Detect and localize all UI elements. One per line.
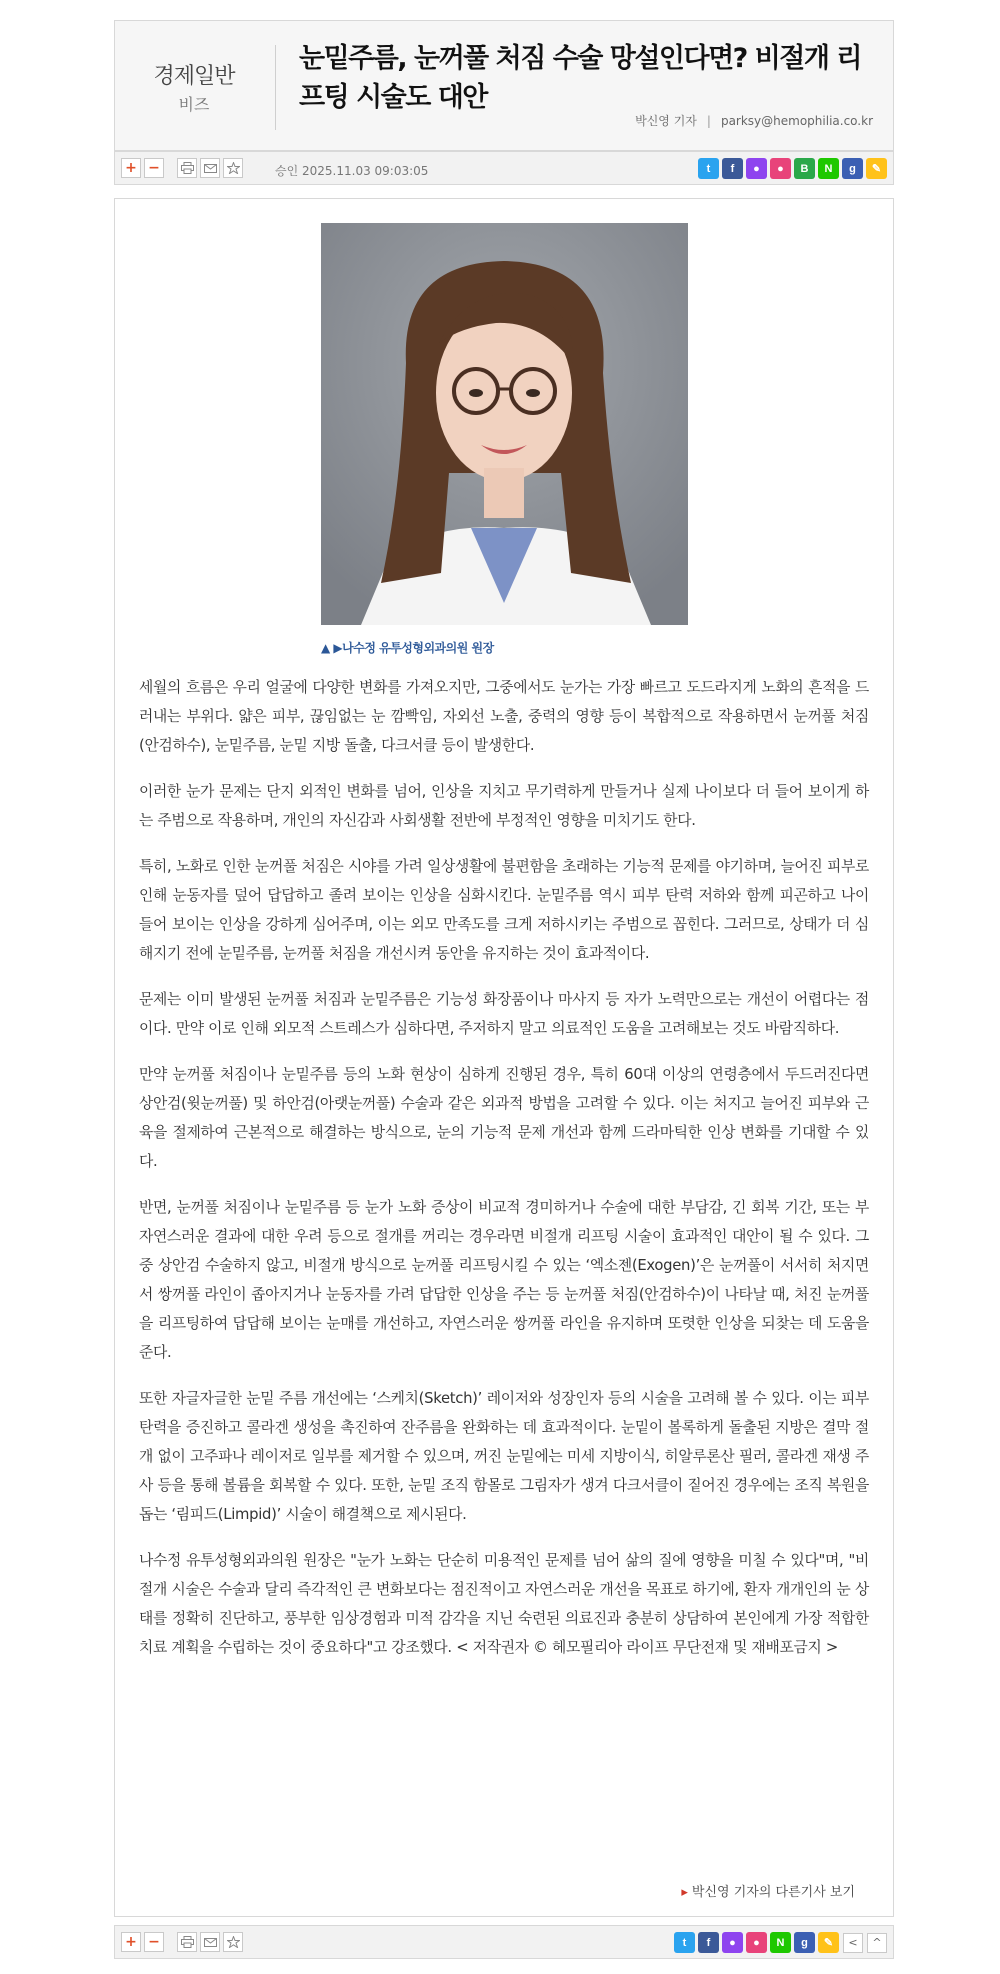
article-toolbar-bottom [114, 1925, 894, 1959]
article-header [114, 20, 894, 151]
header-divider [275, 45, 276, 130]
section-label[interactable] [115, 59, 273, 115]
paragraph: 특히, 노화로 인한 눈꺼풀 처짐은 시야를 가려 일상생활에 불편함을 초래하는 기능적 문제를 야기하며, 늘어진 피부로 인해 눈동자를 덮어 답답하고 졸려 보이는 인상을 심화시킨다. 눈밑주름 역시 피부 탄력 저하와 함께 피곤하고 나이 들어 보이는 인상을 강하게 심어주며, 이는 외모 만족도를 크게 저하시키는 주범으로 꼽힌다. 그러므로, 상태가 더 심해지기 전에 눈밑주름, 눈꺼풀 처짐을 개선시켜 동안을 유지하는 것이 효과적이다. [139, 858, 869, 962]
paragraph: 문제는 이미 발생된 눈꺼풀 처짐과 눈밑주름은 기능성 화장품이나 마사지 등 자가 노력만으로는 개선이 어렵다는 점이다. 만약 이로 인해 외모적 스트레스가 심하다면, 주저하지 말고 의료적인 도움을 고려해보는 것도 바람직하다. [139, 991, 869, 1037]
reporter-email[interactable]: parksy@hemophilia.co.kr [720, 114, 873, 128]
paragraph: 세월의 흐름은 우리 얼굴에 다양한 변화를 가져오지만, 그중에서도 눈가는 가장 빠르고 도드라지게 노화의 흔적을 드러내는 부위다. 얇은 피부, 끊임없는 눈 깜빡임, 자외선 노출, 중력의 영향 등이 복합적으로 작용하면서 눈꺼풀 처짐(안검하수), 눈밑주름, 눈밑 지방 돌출, 다크서클 등이 발생한다. [139, 679, 869, 754]
naver-icon[interactable]: N [770, 1932, 791, 1953]
paragraph: 이러한 눈가 문제는 단지 외적인 변화를 넘어, 인상을 지치고 무기력하게 만들거나 실제 나이보다 더 들어 보이게 하는 주범으로 작용하며, 개인의 자신감과 사회생활 전반에 부정적인 영향을 미치기도 한다. [139, 783, 869, 829]
naver-icon[interactable]: N [818, 158, 839, 179]
daum-icon[interactable]: ● [746, 1932, 767, 1953]
bookmark-icon[interactable]: ✎ [818, 1932, 839, 1953]
reporter-name: 박신영 기자 [635, 114, 697, 128]
kakaostory-icon[interactable]: ● [722, 1932, 743, 1953]
paragraph: 또한 자글자글한 눈밑 주름 개선에는 ‘스케치(Sketch)’ 레이저와 성장인자 등의 시술을 고려해 볼 수 있다. 이는 피부 탄력을 증진하고 콜라겐 생성을 촉진하여 잔주름을 완화하는 데 효과적이다. 눈밑이 볼록하게 돌출된 지방은 결막 절개 없이 고주파나 레이저로 일부를 제거할 수 있으며, 꺼진 눈밑에는 미세 지방이식, 히알루론산 필러, 콜라겐 재생 주사 등을 통해 볼륨을 회복할 수 있다. 또한, 눈밑 조직 함몰로 그림자가 생겨 다크서클이 짙어진 경우에는 조직 복원을 돕는 ‘림피드(Limpid)’ 시술이 해결책으로 제시된다. [139, 1390, 869, 1523]
chevron-up-icon[interactable]: ^ [867, 1933, 887, 1953]
article-text [139, 673, 869, 1679]
paragraph: 반면, 눈꺼풀 처짐이나 눈밑주름 등 눈가 노화 증상이 비교적 경미하거나 수술에 대한 부담감, 긴 회복 기간, 또는 부자연스러운 결과에 대한 우려 등으로 절개를 꺼리는 경우라면 비절개 리프팅 시술이 효과적인 대안이 될 수 있다. 그중 상안검 수술하지 않고, 비절개 방식으로 눈꺼풀 리프팅시킬 수 있는 ‘엑소젠(Exogen)’은 눈꺼풀이 서서히 처지면서 쌍꺼풀 라인이 좁아지거나 눈동자를 가려 답답한 인상을 주는 등 눈꺼풀 처짐(안검하수)이 나타날 때, 처진 눈꺼풀을 리프팅하여 답답해 보이는 눈매를 개선하고, 자연스러운 쌍꺼풀 라인을 유지하며 또렷한 인상을 되찾는 데 도움을 준다. [139, 1199, 869, 1361]
byline: 박신영 기자 | parksy@hemophilia.co.kr [635, 114, 873, 128]
doctor-portrait-photo [321, 223, 688, 625]
email-icon[interactable] [200, 1932, 220, 1952]
approval-value: 2025.11.03 09:03:05 [302, 164, 429, 178]
font-size-up-button[interactable]: + [121, 1932, 141, 1952]
google-icon[interactable]: g [842, 158, 863, 179]
google-icon[interactable]: g [794, 1932, 815, 1953]
article-body-box [114, 198, 894, 1917]
print-icon[interactable] [177, 1932, 197, 1952]
scrap-icon[interactable] [223, 158, 243, 178]
facebook-icon[interactable]: f [698, 1932, 719, 1953]
scrap-icon[interactable] [223, 1932, 243, 1952]
daum-icon[interactable]: ● [770, 158, 791, 179]
photo-caption: ▲ ▶나수정 유투성형외과의원 원장 [321, 641, 494, 655]
approval-label: 승인 [275, 164, 299, 178]
share-icons [695, 158, 887, 179]
font-size-down-button[interactable]: − [144, 158, 164, 178]
paragraph: 만약 눈꺼풀 처짐이나 눈밑주름 등의 노화 현상이 심하게 진행된 경우, 특히 60대 이상의 연령층에서 두드러진다면 상안검(윗눈꺼풀) 및 하안검(아랫눈꺼풀) 수술과 같은 외과적 방법을 고려할 수 있다. 이는 처지고 늘어진 피부와 근육을 절제하여 근본적으로 해결하는 방식으로, 눈의 기능적 문제 개선과 함께 드라마틱한 인상 변화를 기대할 수 있다. [139, 1066, 869, 1170]
twitter-icon[interactable]: t [698, 158, 719, 179]
more-link-label[interactable]: 박신영 기자의 다른기사 보기 [691, 1885, 855, 1900]
facebook-icon[interactable]: f [722, 158, 743, 179]
paragraph: 나수정 유투성형외과의원 원장은 "눈가 노화는 단순히 미용적인 문제를 넘어 삶의 질에 영향을 미칠 수 있다"며, "비절개 시술은 수술과 달리 즉각적인 큰 변화보다는 점진적이고 자연스러운 개선을 목표로 하기에, 환자 개개인의 눈 상태를 정확히 진단하고, 풍부한 임상경험과 미적 감각을 지닌 숙련된 의료진과 충분히 상담하여 본인에게 가장 적합한 치료 계획을 수립하는 것이 중요하다"고 강조했다. < 저작권자 © 헤모필리아 라이프 무단전재 및 재배포금지 > [139, 1552, 869, 1656]
reporter-more-articles-link[interactable] [681, 1881, 855, 1900]
chevron-left-icon[interactable]: < [843, 1933, 863, 1953]
font-size-down-button[interactable]: − [144, 1932, 164, 1952]
font-size-up-button[interactable]: + [121, 158, 141, 178]
article-toolbar-top [114, 151, 894, 185]
arrow-icon: ▸ [681, 1885, 688, 1900]
twitter-icon[interactable]: t [674, 1932, 695, 1953]
article-title: 눈밑주름, 눈꺼풀 처짐 수술 망설인다면? 비절개 리프팅 시술도 대안 [299, 43, 861, 113]
print-icon[interactable] [177, 158, 197, 178]
share-icons [671, 1932, 887, 1953]
email-icon[interactable] [200, 158, 220, 178]
kakaostory-icon[interactable]: ● [746, 158, 767, 179]
bookmark-icon[interactable]: ✎ [866, 158, 887, 179]
section-name[interactable]: 경제일반 [153, 64, 235, 89]
band-icon[interactable]: B [794, 158, 815, 179]
subsection-name[interactable]: 비즈 [178, 95, 210, 114]
approval-datetime [275, 162, 428, 179]
